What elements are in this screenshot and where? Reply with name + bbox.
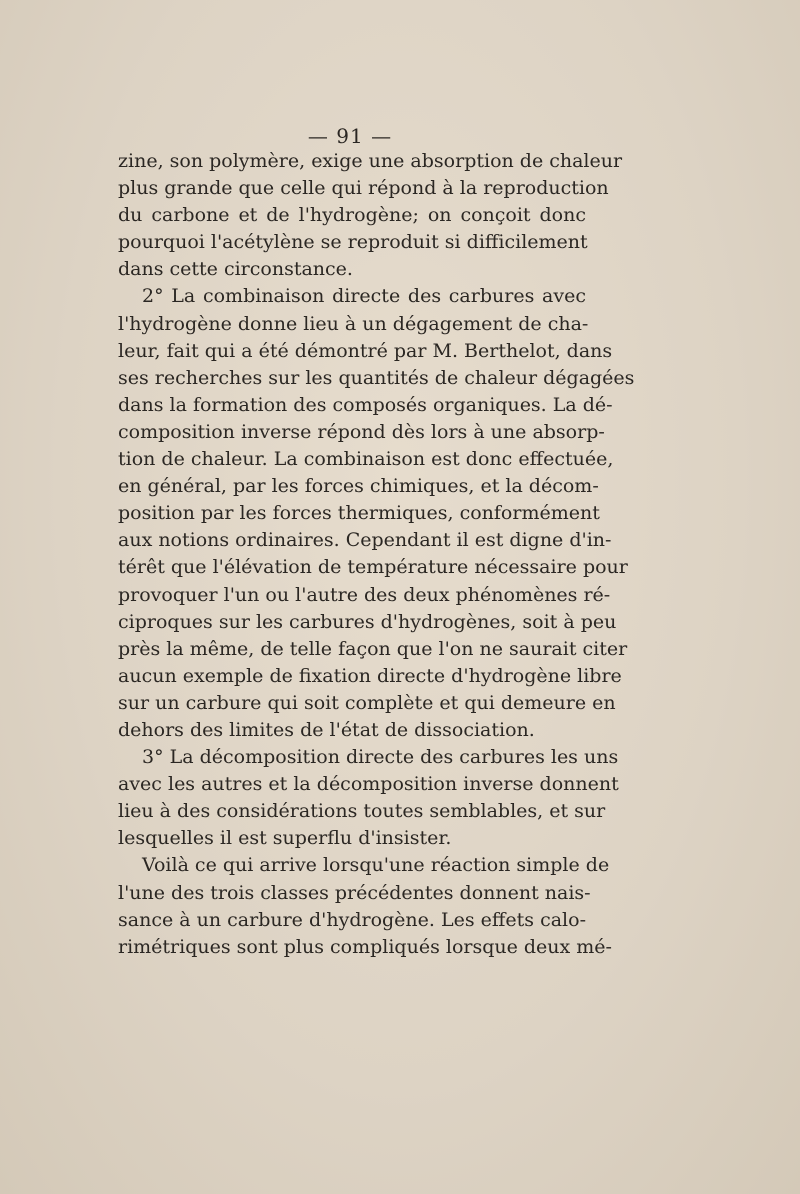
text-line: position par les forces thermiques, conformément [118, 502, 600, 525]
text-line: avec les autres et la décomposition inverse donnent [118, 773, 619, 796]
text-line: provoquer l'un ou l'autre des deux phénomènes ré- [118, 583, 611, 606]
body-text [118, 148, 635, 961]
text-line: plus grande que celle qui répond à la reproduction [118, 177, 609, 200]
text-line: sance à un carbure d'hydrogène. Les effets calo- [118, 908, 586, 931]
text-line: lieu à des considérations toutes semblables, et sur [118, 800, 606, 823]
text-line: 3° La décomposition directe des carbures les uns [142, 746, 619, 769]
text-line: tion de chaleur. La combinaison est donc effectuée, [118, 448, 614, 471]
text-line: lesquelles il est superflu d'insister. [118, 827, 452, 850]
text-line: aux notions ordinaires. Cependant il est digne d'in- [118, 529, 612, 552]
text-line: ciproques sur les carbures d'hydrogènes, soit à peu [118, 610, 617, 633]
paragraph [118, 283, 635, 744]
text-line: en général, par les forces chimiques, et la décom- [118, 475, 599, 498]
text-line: pourquoi l'acétylène se reproduit si difficilement [118, 231, 588, 254]
text-line: dehors des limites de l'état de dissociation. [118, 718, 535, 741]
text-line: dans cette circonstance. [118, 258, 353, 281]
text-line: composition inverse répond dès lors à une absorp- [118, 420, 605, 443]
text-line: rimétriques sont plus compliqués lorsque deux mé- [118, 935, 612, 958]
text-line: sur un carbure qui soit complète et qui demeure en [118, 691, 616, 714]
paragraph [118, 744, 619, 852]
text-line: l'une des trois classes précédentes donnent nais- [118, 881, 591, 904]
text-line: ses recherches sur les quantités de chaleur dégagées [118, 366, 635, 389]
text-line: du carbone et de l'hydrogène; on conçoit donc [118, 204, 586, 227]
text-line: l'hydrogène donne lieu à un dégagement de cha- [118, 312, 589, 335]
text-line: près la même, de telle façon que l'on ne saurait citer [118, 637, 628, 660]
text-line: aucun exemple de fixation directe d'hydrogène libre [118, 664, 622, 687]
text-line: 2° La combinaison directe des carbures avec [142, 285, 586, 308]
paragraph [118, 148, 623, 283]
text-line: leur, fait qui a été démontré par M. Berthelot, dans [118, 339, 613, 362]
page-number: — 91 — [307, 124, 393, 148]
text-line: térêt que l'élévation de température nécessaire pour [118, 556, 628, 579]
text-line: dans la formation des composés organiques. La dé- [118, 393, 613, 416]
text-line: Voilà ce qui arrive lorsqu'une réaction simple de [142, 854, 610, 877]
text-line: zine, son polymère, exige une absorption de chaleur [118, 150, 623, 172]
paragraph [118, 852, 612, 960]
